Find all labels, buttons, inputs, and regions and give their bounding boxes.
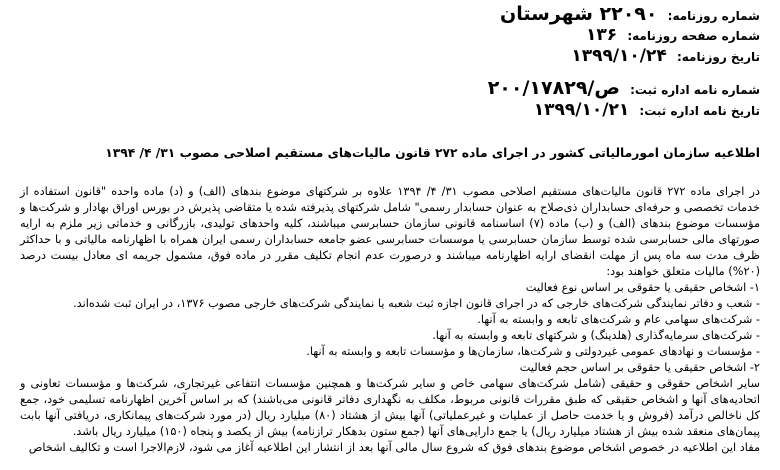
newspaper-number-line [500,3,760,27]
list-item: - شرکت‌های سهامی عام و شرکت‌های تابعه و وابسته به آنها. [477,313,760,326]
newspaper-page-value: ۱۳۶ [586,25,618,45]
list-item: - شرکت‌های سرمایه‌گذاری (هلدینگ) و شرکتهای تابعه و وابسته به آنها. [432,329,760,342]
registration-number-value: ص/۲۰۰/۱۷۸۲۹ [487,77,620,99]
notice-body [20,184,760,456]
section-heading-activity-volume: ۲- اشخاص حقیقی یا حقوقی بر اساس حجم فعالیت [519,361,760,374]
registration-date-value: ۱۳۹۹/۱۰/۲۱ [533,100,630,120]
registration-date-line [488,102,760,124]
list-item: - شعب و دفاتر نمایندگی شرکت‌های خارجی که در اجرای قانون اجازه ثبت شعبه یا نمایندگی شرکت‌های خارجی مصوب ۱۳۷۶، در ایران ثبت شده‌اند. [73,297,760,310]
newspaper-number-label: شماره روزنامه: [667,9,760,23]
closing-paragraph: مفاد این اطلاعیه در خصوص اشخاص موضوع بندهای فوق که شروع سال مالی آنها بعد از انتشار این اطلاعیه آغاز می شود، لازم‌الاجرا است و تکالیف اشخاص [28,441,760,454]
newspaper-date-value: ۱۳۹۹/۱۰/۲۴ [571,46,667,66]
newspaper-number-value: ۲۲۰۹۰ شهرستان [500,3,658,25]
newspaper-date-line [500,48,760,69]
volume-paragraph: سایر اشخاص حقوقی و حقیقی (شامل شرکت‌های سهامی خاص و سایر شرکت‌ها و همچنین مؤسسات انتفاعی غیرتجاری، شرکت‌ها و مؤسسات تعاونی و اتحادیه‌های آنها و اشخاص حقیقی که طبق مقررات قانونی مربوط، مکلف به نگهداری دفاتر قانونی می‌باشند) که بر اساس آخرین اظهارنامه تسلیمی خود، جمع کل ناخالص درآمد (فروش و یا خدمت حاصل از عملیات و غیرعملیاتی) آنها بیش از هشتاد (۸۰) میلیارد ریال (در مورد شرکت‌های پیمانکاری، دریافتی آنها بابت پیمان‌های منعقد شده بیش از هشتاد میلیارد ریال) یا جمع دارایی‌های آنها (جمع ستون بدهکار ترازنامه) بیش از یکصد و پنجاه (۱۵۰) میلیارد ریال باشد. [20,377,760,438]
registration-meta [487,77,760,124]
list-item: - مؤسسات و نهادهای عمومی غیردولتی و شرکت‌ها، سازمان‌ها و مؤسسات تابعه و وابسته به آنها. [306,345,760,358]
registration-number-label: شماره نامه اداره ثبت: [630,83,760,97]
section-heading-activity-type: ۱- اشخاص حقیقی یا حقوقی بر اساس نوع فعالیت [525,281,760,294]
newspaper-page-label: شماره صفحه روزنامه: [627,29,760,43]
newspaper-meta [500,3,760,69]
notice-title: اطلاعیه سازمان امورمالیاتی کشور در اجرای ماده ۲۷۲ قانون مالیات‌های مستقیم اصلاحی مصوب ۳۱/ ۴/ ۱۳۹۴ [105,146,760,160]
newspaper-page-line [500,27,760,48]
registration-number-line [487,77,760,102]
registration-date-label: تاریخ نامه اداره ثبت: [639,104,760,118]
newspaper-date-label: تاریخ روزنامه: [676,50,760,64]
intro-paragraph: در اجرای ماده ۲۷۲ قانون مالیات‌های مستقیم اصلاحی مصوب ۳۱/ ۴/ ۱۳۹۴ علاوه بر شرکتهای موضوع بندهای (الف) و (د) ماده واحده "قانون استفاده از خدمات تخصصی و حرفه‌ای حسابداران ذی‌صلاح به عنوان حسابدار رسمی" شامل شرکتهای پذیرفته شده یا متقاضی پذیرش در بورس اوراق بهادار و شرکت‌ها و مؤسسات موضوع بندهای (الف) و (ب) ماده (۷) اساسنامه قانونی سازمان حسابرسی میباشند، کلیه واحدهای تولیدی، بازرگانی و خدماتی زیر ملزم به ارایه صورتهای مالی حسابرسی شده توسط سازمان حسابرسی یا موسسات حسابرسی عضو جامعه حسابداران رسمی ایران همراه با اظهارنامه مالیاتی و با حداکثر ظرف مدت سه ماه پس از مهلت انقضای ارایه اظهارنامه میباشند و درصورت عدم انجام تکلیف مقرر در ماده فوق، مشمول جریمه ای معادل بیست درصد (۲۰%) مالیات متعلق خواهند بود: [20,185,760,278]
